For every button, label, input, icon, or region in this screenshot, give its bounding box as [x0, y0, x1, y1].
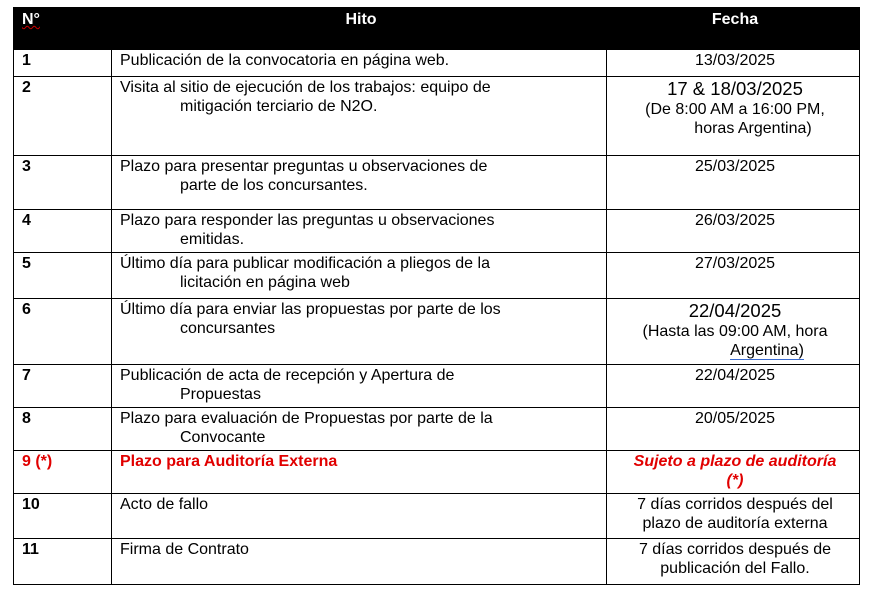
table-row: [14, 299, 860, 365]
header-hito: Hito: [112, 8, 607, 50]
hito-line1: Visita al sitio de ejecución de los trabajos: equipo de: [120, 79, 491, 96]
hito-line1: Último día para enviar las propuestas por parte de los: [120, 301, 501, 318]
table-row: [14, 253, 860, 299]
row-num: 10: [14, 494, 112, 539]
table-row: [14, 77, 860, 156]
row-fecha: [607, 451, 860, 494]
row-num: 3: [14, 156, 112, 210]
fecha-line1: 26/03/2025: [694, 212, 776, 229]
row-hito: [112, 253, 607, 299]
fecha-line3-text: Argentina): [730, 342, 804, 359]
hito-line1: Acto de fallo: [120, 496, 209, 513]
row-fecha: [607, 539, 860, 585]
hito-line2: licitación en página web: [180, 274, 350, 291]
row-num: 9 (*): [14, 451, 112, 494]
hito-line2: mitigación terciario de N2O.: [180, 98, 378, 115]
hito-line2: Convocante: [180, 429, 266, 446]
hito-line2: Propuestas: [180, 386, 261, 403]
fecha-line1: 25/03/2025: [694, 158, 776, 175]
table-row: [14, 365, 860, 408]
table-row: [14, 50, 860, 77]
row-hito: [112, 494, 607, 539]
table-row: [14, 494, 860, 539]
row-hito: [112, 408, 607, 451]
header-num: [14, 8, 112, 50]
fecha-line2: (Hasta las 09:00 AM, hora: [642, 323, 828, 340]
hito-line2: concursantes: [180, 320, 276, 337]
fecha-line1: 17 & 18/03/2025: [667, 78, 803, 99]
fecha-line1: 22/04/2025: [688, 300, 782, 321]
header-fecha: Fecha: [607, 8, 860, 50]
row-fecha: [607, 408, 860, 451]
header-num-label: N°: [22, 11, 40, 28]
fecha-line1: 7 días corridos después del: [637, 496, 833, 513]
row-hito: [112, 539, 607, 585]
row-fecha: [607, 365, 860, 408]
milestone-table: [13, 7, 860, 585]
hito-line1: Firma de Contrato: [120, 541, 249, 558]
fecha-line3: horas Argentina): [694, 120, 812, 137]
row-num: 6: [14, 299, 112, 365]
row-hito: [112, 156, 607, 210]
fecha-line1: 22/04/2025: [694, 367, 776, 384]
row-fecha: [607, 253, 860, 299]
fecha-line1: 20/05/2025: [694, 410, 776, 427]
row-hito: [112, 451, 607, 494]
hito-line1: Publicación de la convocatoria en página web.: [120, 52, 450, 69]
fecha-line2: plazo de auditoría externa: [642, 515, 828, 532]
fecha-line2: (De 8:00 AM a 16:00 PM,: [645, 101, 825, 118]
fecha-line1: 13/03/2025: [694, 52, 776, 69]
hito-line2: emitidas.: [180, 231, 245, 248]
row-num: 5: [14, 253, 112, 299]
hito-line1: Plazo para evaluación de Propuestas por parte de la: [120, 410, 493, 427]
row-fecha: [607, 494, 860, 539]
row-hito: [112, 365, 607, 408]
row-fecha: [607, 299, 860, 365]
fecha-line3: [615, 341, 855, 360]
fecha-line1: 7 días corridos después de: [638, 541, 832, 558]
row-num: 2: [14, 77, 112, 156]
row-fecha: [607, 156, 860, 210]
table-header-row: [14, 8, 860, 50]
fecha-line2: publicación del Fallo.: [660, 560, 810, 577]
row-fecha: [607, 77, 860, 156]
hito-line1: Último día para publicar modificación a pliegos de la: [120, 255, 490, 272]
row-num: 11: [14, 539, 112, 585]
row-hito: [112, 210, 607, 253]
row-fecha: [607, 50, 860, 77]
hito-line1: Publicación de acta de recepción y Apertura de: [120, 367, 455, 384]
hito-line1: Plazo para presentar preguntas u observaciones de: [120, 158, 488, 175]
row-fecha: [607, 210, 860, 253]
table-row-highlighted: [14, 451, 860, 494]
table-row: [14, 539, 860, 585]
table-row: [14, 210, 860, 253]
table-row: [14, 408, 860, 451]
hito-line2: parte de los concursantes.: [180, 177, 368, 194]
row-hito: [112, 299, 607, 365]
hito-line1: Plazo para Auditoría Externa: [120, 453, 338, 470]
table-row: [14, 156, 860, 210]
row-num: 4: [14, 210, 112, 253]
fecha-line1: Sujeto a plazo de auditoría: [633, 453, 837, 470]
row-hito: [112, 50, 607, 77]
fecha-line2: (*): [726, 472, 744, 489]
hito-line1: Plazo para responder las preguntas u observaciones: [120, 212, 495, 229]
fecha-line1: 27/03/2025: [694, 255, 776, 272]
row-num: 1: [14, 50, 112, 77]
row-num: 8: [14, 408, 112, 451]
row-num: 7: [14, 365, 112, 408]
row-hito: [112, 77, 607, 156]
